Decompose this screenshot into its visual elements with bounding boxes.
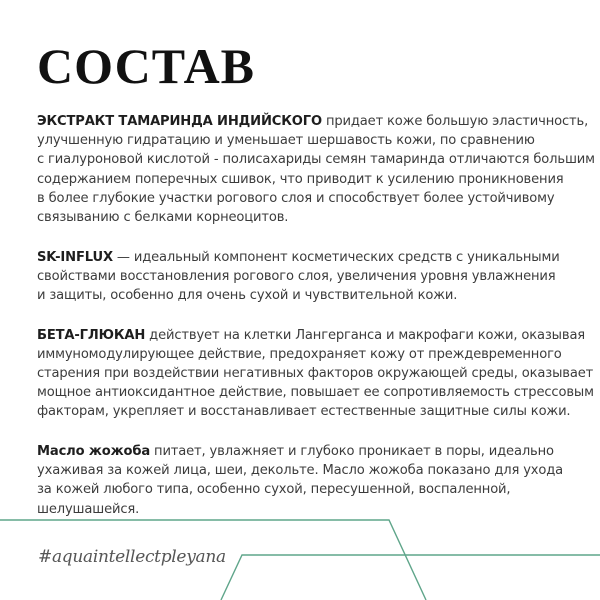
ingredient-text: мощное антиоксидантное действие, повышает ее сопротивляемость стрессовым: [37, 385, 594, 401]
ingredient-text: ухаживая за кожей лица, шеи, декольте. Масло жожоба показано для ухода: [37, 463, 564, 479]
ingredient-text: и защиты, особенно для очень сухой и чувствительной кожи.: [37, 288, 458, 304]
ingredient-text: содержанием поперечных сшивок, что приводит к усилению проникновения: [37, 171, 564, 187]
ingredient-text: придает коже большую эластичность,: [321, 114, 589, 129]
decorative-line-lower: [221, 555, 600, 600]
ingredient-text: иммуномодулирующее действие, предохраняет кожу от преждевременного: [37, 346, 562, 362]
ingredient-text: за кожей любого типа, особенно сухой, пересушенной, воспаленной,: [37, 482, 511, 498]
ingredient-heading: БЕТА-ГЛЮКАН: [37, 327, 146, 343]
ingredient-text: факторам, укрепляет и восстанавливает естественные защитные силы кожи.: [37, 404, 571, 420]
ingredient-heading: SK-INFLUX: [37, 249, 113, 265]
ingredient-text: свойствами восстановления рогового слоя, увеличения уровня увлажнения: [37, 268, 556, 284]
ingredient-text: шелушашейся.: [37, 501, 140, 517]
ingredient-text: в более глубокие участки рогового слоя и способствует более устойчивому: [37, 190, 555, 206]
ingredient-text: с гиалуроновой кислотой - полисахариды семян тамаринда отличаются большим: [37, 152, 595, 168]
page-title: СОСТАВ: [37, 38, 256, 94]
ingredient-text: связыванию с белками корнеоцитов.: [37, 210, 289, 226]
ingredient-text: старения при воздействии негативных факторов окружающей среды, оказывает: [37, 366, 594, 382]
ingredient-text: действует на клетки Лангерганса и макрофаги кожи, оказывая: [145, 327, 586, 343]
ingredient-text: питает, увлажняет и глубоко проникает в поры, идеально: [150, 444, 554, 460]
ingredient-heading: ЭКСТРАКТ ТАМАРИНДА ИНДИЙСКОГО: [37, 114, 322, 129]
ingredient-heading: Масло жожоба: [37, 444, 151, 460]
ingredient-text: улучшенную гидратацию и уменьшает шершавость кожи, по сравнению: [37, 133, 535, 149]
hashtag: #aquaintellectpleyana: [38, 547, 226, 567]
ingredient-text: — идеальный компонент косметических средств с уникальными: [112, 249, 560, 265]
